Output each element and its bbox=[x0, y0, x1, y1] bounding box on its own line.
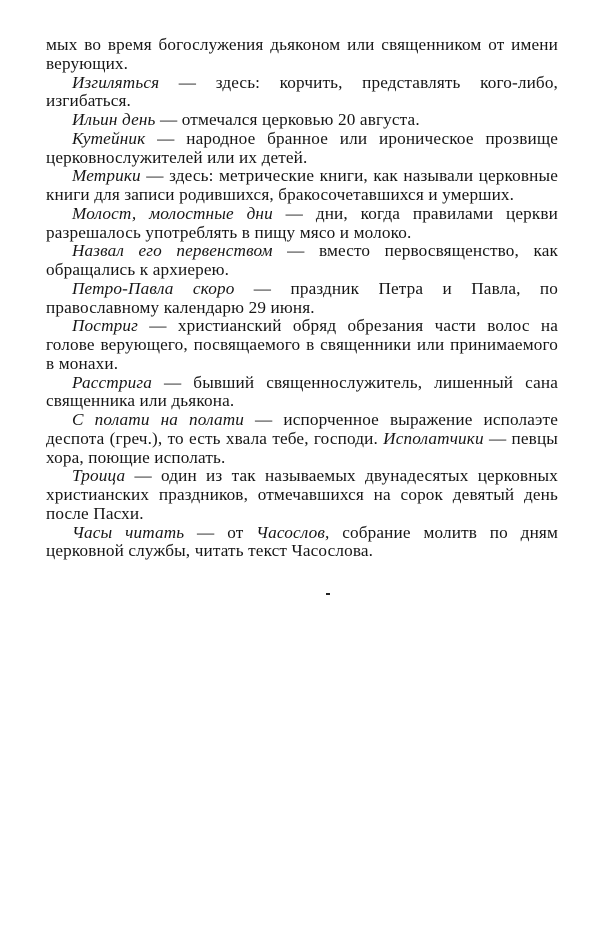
entry-definition: праздник Петра и Павла, по православному календарю 29 июня. bbox=[46, 278, 558, 317]
em-dash: — bbox=[145, 128, 187, 148]
entry-definition: здесь: корчить, представлять кого-либо, изгибаться. bbox=[46, 72, 559, 111]
entry-term: Расстрига bbox=[72, 372, 152, 392]
glossary-entry bbox=[46, 411, 558, 467]
entry-term: Кутейник bbox=[72, 128, 146, 148]
glossary-entry bbox=[46, 467, 558, 523]
glossary-entry bbox=[46, 374, 558, 412]
glossary-entry bbox=[46, 130, 558, 168]
em-dash: — bbox=[140, 166, 170, 186]
entry-definition: здесь: метрические книги, как называли церковные книги для записи родившихся, бракосочетавшихся и умерших. bbox=[46, 166, 558, 204]
entry-term: Ильин день bbox=[72, 110, 156, 129]
entry-extra-definition: певцы хора, поющие исполать. bbox=[46, 428, 558, 467]
em-dash: — bbox=[125, 466, 161, 486]
em-dash: — bbox=[234, 278, 291, 298]
entry-definition: один из так называемых двунадесятых церковных христианских праздников, отмечавшихся на сорок девятый день после Пасхи. bbox=[46, 466, 558, 523]
em-dash: — bbox=[272, 203, 316, 223]
entry-term: Молост, молостные дни bbox=[72, 203, 273, 223]
print-speck bbox=[326, 593, 330, 595]
entry-term: Троица bbox=[72, 466, 126, 486]
em-dash: — bbox=[138, 316, 178, 336]
entry-inline-term: Часослов bbox=[256, 522, 325, 542]
em-dash: — bbox=[159, 72, 216, 92]
entry-term: Изгиляться bbox=[72, 72, 160, 92]
entry-term: С полати на полати bbox=[72, 410, 245, 429]
entry-term: Назвал его первенством bbox=[72, 241, 273, 261]
glossary-entry bbox=[46, 74, 558, 112]
entry-definition: испорченное выражение исполаэте деспота (греч.), то есть хвала тебе, господи. bbox=[46, 410, 558, 448]
entry-definition: , собрание молитв по дням церковной службы, читать текст Часослова. bbox=[46, 522, 558, 561]
entry-definition: дни, когда правилами церкви разрешалось употреблять в пищу мясо и молоко. bbox=[46, 203, 558, 242]
em-dash: — bbox=[272, 241, 319, 261]
em-dash: — bbox=[244, 410, 284, 429]
entry-term: Метрики bbox=[72, 166, 141, 186]
continuation-paragraph bbox=[46, 36, 558, 74]
glossary-entry bbox=[46, 317, 558, 373]
em-dash: — bbox=[155, 110, 182, 129]
glossary-entry bbox=[46, 242, 558, 280]
glossary-entry bbox=[46, 205, 558, 243]
entry-term: Постриг bbox=[72, 316, 138, 336]
glossary-entry bbox=[46, 280, 558, 318]
entry-definition: христианский обряд обрезания части волос на голове верующего, посвящаемого в священники или принимаемого в монахи. bbox=[46, 316, 558, 373]
entry-term: Часы читать bbox=[72, 522, 185, 542]
entry-definition: народное бранное или ироническое прозвище церковнослужителей или их детей. bbox=[46, 128, 559, 167]
entry-definition: вместо первосвященство, как обращались к архиерею. bbox=[46, 241, 558, 279]
entry-definition-prefix: от bbox=[227, 522, 244, 542]
em-dash: — bbox=[184, 522, 228, 542]
entry-term: Петро-Павла скоро bbox=[72, 278, 235, 298]
entry-extra-term: Исполатчики bbox=[383, 428, 484, 448]
entry-definition: бывший священнослужитель, лишенный сана священника или дьякона. bbox=[46, 372, 559, 411]
glossary-page bbox=[46, 36, 558, 561]
em-dash: — bbox=[483, 428, 512, 448]
glossary-entry bbox=[46, 111, 558, 130]
continuation-text: мых во время богослужения дьяконом или священником от имени верующих. bbox=[46, 35, 558, 73]
entry-definition: отмечался церковью 20 августа. bbox=[181, 110, 420, 129]
glossary-entry bbox=[46, 524, 558, 562]
glossary-entry bbox=[46, 167, 558, 205]
em-dash: — bbox=[151, 372, 194, 392]
